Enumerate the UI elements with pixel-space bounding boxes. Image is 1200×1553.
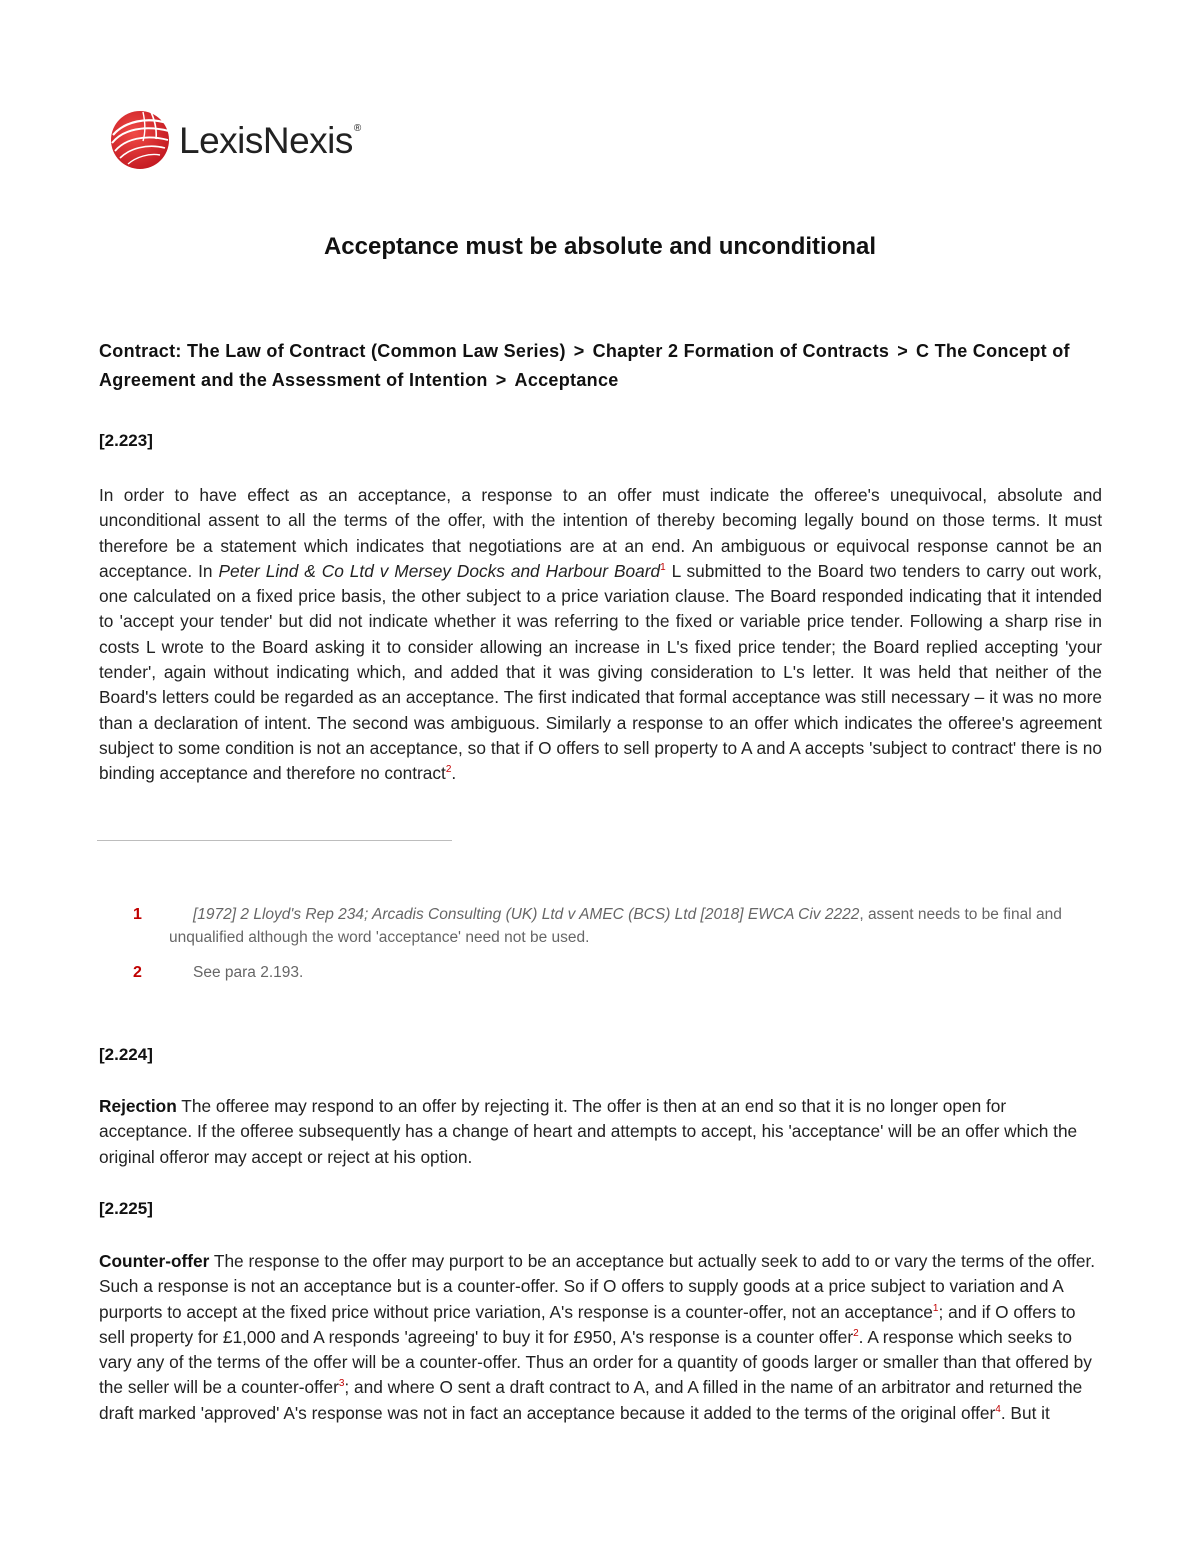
document-title: Acceptance must be absolute and unconditional [323,233,877,260]
lexisnexis-globe-icon [107,107,171,171]
paragraph-heading: Rejection [99,1096,177,1116]
footnote-ref-3[interactable]: 3 [338,1378,345,1390]
footnote-ref-2[interactable]: 2 [445,764,452,776]
paragraph-number: [2.225] [99,1199,153,1218]
footnote-number[interactable]: 2 [133,964,142,981]
paragraph-2-224-text: Rejection The offeree may respond to an offer by rejecting it. The offer is then at an end so that it is no longer open for acceptance. If the offeree subsequently has a change of heart and attempts to accept, his 'acceptance' will be an offer which the original offeror may accept or reject at his option. [99,1096,1078,1167]
breadcrumb-item-current: Acceptance [514,370,619,390]
breadcrumb-item-section[interactable]: C The Concept of Agreement and the Assessment of Intention [99,341,1070,390]
footnote-ref-4[interactable]: 4 [995,1404,1001,1416]
paragraph-number: [2.224] [99,1045,153,1064]
lexisnexis-wordmark: LexisNexis® [179,119,361,161]
breadcrumb-separator: > [495,370,507,390]
paragraph-2-223-text: In order to have effect as an acceptance, a response to an offer must indicate the offeree's unequivocal, absolute and unconditional assent to all the terms of the offer, with the intention of thereby becoming legally bound on those terms. It must therefore be a statement which indicates that negotiations are at an end. An ambiguous or equivocal response cannot be an acceptance. In Peter Lind & Co Ltd v Mersey Docks and Harbour Board$^1$ L submitted to the Board two tenders to carry out work, one calculated on a fixed price basis, the other subject to a price variation clause. The Board responded indicating that it intended to 'accept your tender' but did not indicate whether it was referring to the fixed or variable price tender. Following a sharp rise in costs L wrote to the Board asking it to consider allowing an increase in L's fixed price tender; the Board replied accepting 'your tender', again without indicating which, and added that it was giving consideration to L's letter. It was held that neither of the Board's letters could be regarded as an acceptance. The first indicated that formal acceptance was still necessary – it was no more than a declaration of intent. The second was ambiguous. Similarly a response to an offer which indicates the offeree's agreement subject to some condition is not an acceptance, so that if O offers to sell property to A and A accepts 'subject to contract' there is no binding acceptance and therefore no contract$^2$. [99,485,1102,784]
breadcrumb-separator: > [897,341,908,361]
paragraph-2-225-text: Counter-offer The response to the offer may purport to be an acceptance but actually seek to add to or vary the terms of the offer. Such a response is not an acceptance but is a counter-offer. So if O offers to supply goods at a price subject to variation and A purports to accept at the fixed price without price variation, A's response is a counter-offer, not an acceptance$^1$; and if O offers to sell property for £1,000 and A responds 'agreeing' to buy it for £950, A's response is a counter offer$^2$. A response which seeks to vary any of the terms of the offer will be a counter-offer. Thus an order for a quantity of goods larger or smaller than that offered by the seller will be a counter-offer$^3$; and where O sent a draft contract to A, and A filled in the name of an arbitrator and returned the draft marked 'approved' A's response was not in fact an acceptance because it added to the terms of the original offer$^4$. But it [99,1251,1096,1423]
breadcrumb-item-book[interactable]: Contract: The Law of Contract (Common Law Series) [99,341,566,361]
footnote-number[interactable]: 1 [133,906,142,923]
breadcrumb-separator: > [573,341,585,361]
footnote-ref-1[interactable]: 1 [660,562,666,574]
breadcrumb [99,337,1109,395]
paragraph-number: [2.223] [99,431,153,450]
footnote-ref-2[interactable]: 2 [853,1328,859,1340]
lexisnexis-logo [107,107,361,171]
breadcrumb-item-chapter[interactable]: Chapter 2 Formation of Contracts [592,341,890,361]
footnote-text: [1972] 2 Lloyd's Rep 234; Arcadis Consulting (UK) Ltd v AMEC (BCS) Ltd [2018] EWCA Civ 2222, assent needs to be final and unqualified although the word 'acceptance' need not be used. [169,906,1062,946]
footnote-text: See para 2.193. [193,964,304,981]
case-name: Peter Lind & Co Ltd v Mersey Docks and Harbour Board [218,560,661,581]
footnote-ref-1[interactable]: 1 [932,1302,939,1314]
paragraph-heading: Counter-offer [99,1251,210,1271]
footnote-divider [97,840,452,841]
